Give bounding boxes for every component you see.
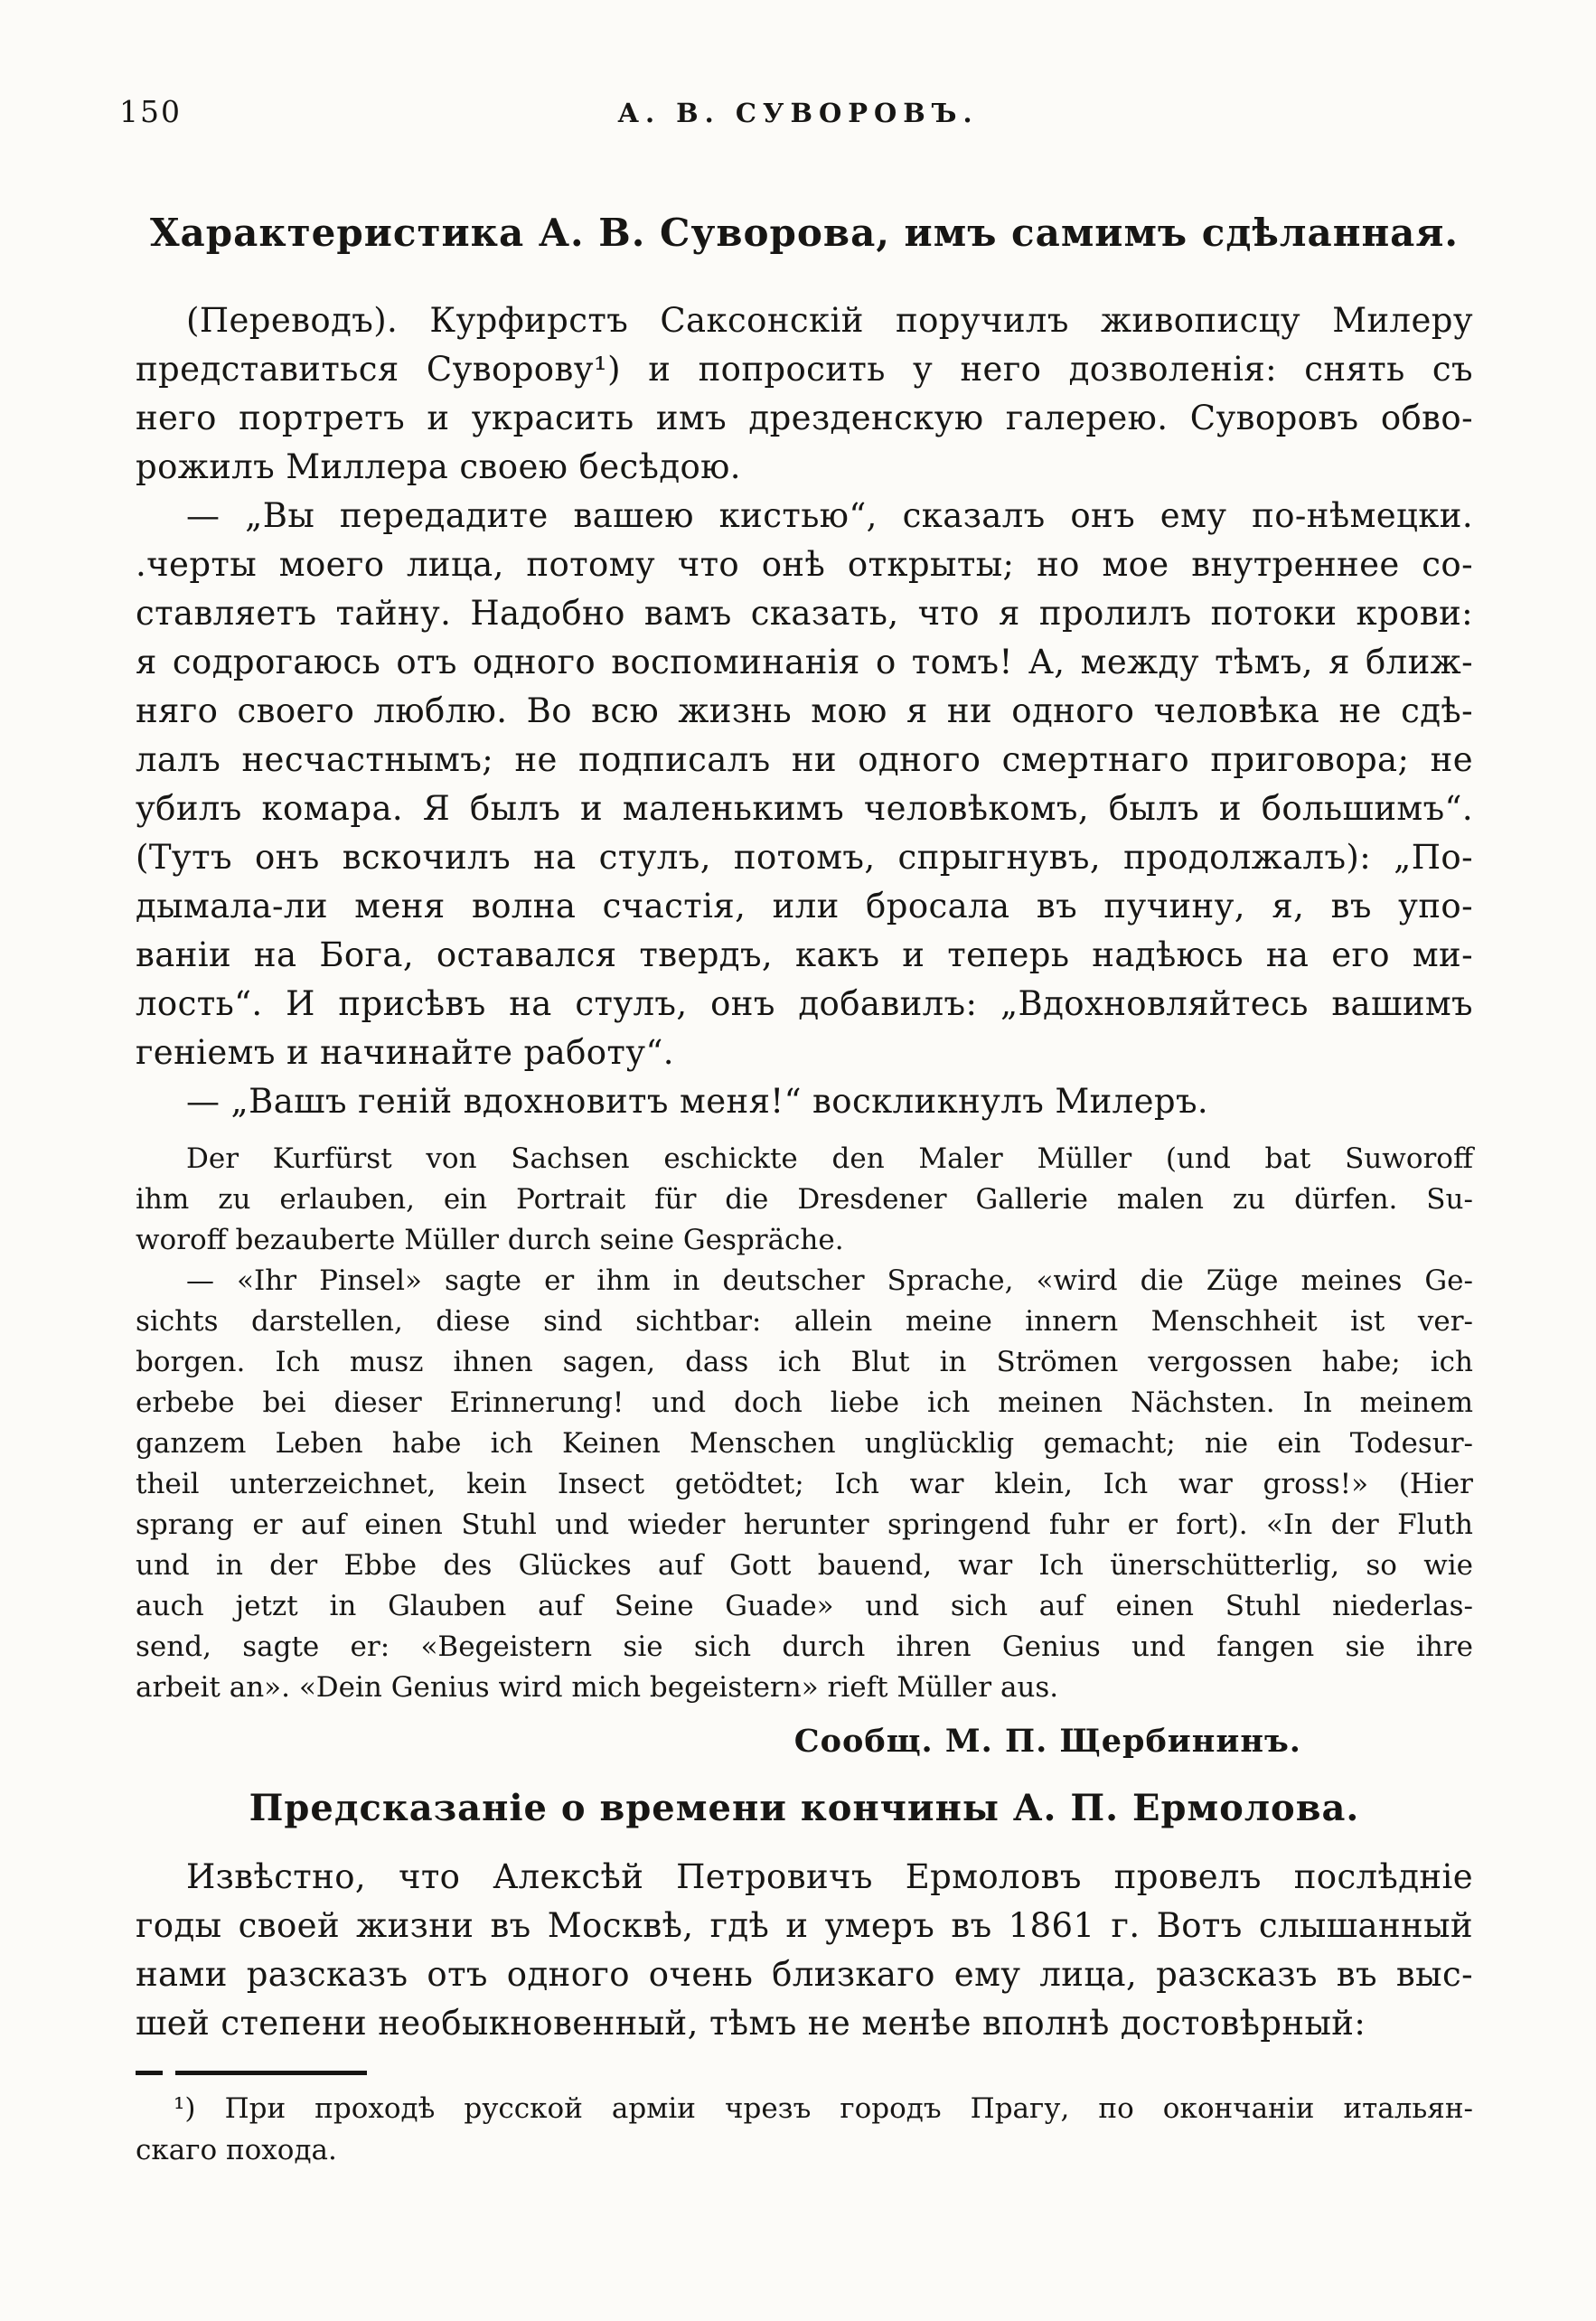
text-line: ihm zu erlauben, ein Portrait für die Dresdener Gallerie malen zu dürfen. Su-: [136, 1183, 1473, 1216]
text-line: — „Вашъ геній вдохновитъ меня!“ воскликнулъ Милеръ.: [186, 1082, 1209, 1121]
text-line: borgen. Ich musz ihnen sagen, dass ich Blut in Strömen vergossen habe; ich: [136, 1346, 1473, 1378]
text-line: лость“. И присѣвъ на стулъ, онъ добавилъ: „Вдохновляйтесь вашимъ: [136, 984, 1473, 1023]
text-line: шей степени необыкновенный, тѣмъ не менѣе вполнѣ достовѣрный:: [136, 2004, 1366, 2043]
text-line: няго своего люблю. Во всю жизнь мою я ни одного человѣка не сдѣ-: [136, 691, 1473, 730]
text-line: рожилъ Миллера своею бесѣдою.: [136, 447, 741, 486]
text-line: — „Вы передадите вашею кистью“, сказалъ онъ ему по-нѣмецки.: [186, 496, 1473, 535]
text-line: (Тутъ онъ вскочилъ на стулъ, потомъ, спрыгнувъ, продолжалъ): „По-: [136, 838, 1473, 877]
german-paragraph-1: [136, 1139, 1473, 1261]
contributor-signature: Сообщ. М. П. Щербининъ.: [793, 1723, 1301, 1760]
text-line: sichts darstellen, diese sind sichtbar: allein meine innern Menschheit ist ver-: [136, 1305, 1473, 1338]
text-line: геніемъ и начинайте работу“.: [136, 1033, 674, 1072]
text-line: скаго похода.: [136, 2134, 337, 2166]
text-block: [136, 0, 1473, 2171]
footnote-separator: [136, 2070, 1473, 2075]
text-line: woroff bezauberte Müller durch seine Gespräche.: [136, 1224, 844, 1256]
text-line: und in der Ebbe des Glückes auf Gott bauend, war Ich ünerschütterlig, so wie: [136, 1549, 1473, 1582]
paragraph-miller-exclaim: [136, 1077, 1473, 1126]
text-line: представиться Суворову¹) и попросить у него дозволенія: снять съ: [136, 350, 1473, 389]
text-line: Der Kurfürst von Sachsen eschickte den Maler Müller (und bat Suworoff: [186, 1142, 1473, 1175]
text-line: лалъ несчастнымъ; не подписалъ ни одного смертнаго приговора; не: [136, 740, 1473, 779]
text-line: send, sagte er: «Begeistern sie sich durch ihren Genius und fangen sie ihre: [136, 1630, 1473, 1663]
text-line: theil unterzeichnet, kein Insect getödtet; Ich war klein, Ich war gross!» (Hier: [136, 1468, 1473, 1500]
text-line: годы своей жизни въ Москвѣ, гдѣ и умеръ въ 1861 г. Вотъ слышанный: [136, 1906, 1473, 1945]
text-line: auch jetzt in Glauben auf Seine Guade» und sich auf einen Stuhl niederlas-: [136, 1590, 1473, 1622]
footnote-separator-dash: [136, 2071, 163, 2075]
text-line: — «Ihr Pinsel» sagte er ihm in deutscher Sprache, «wird die Züge meines Ge-: [186, 1264, 1473, 1297]
page-number: 150: [119, 94, 182, 129]
text-line: нами разсказъ отъ одного очень близкаго ему лица, разсказъ въ выс-: [136, 1955, 1473, 1994]
paragraph-ermolov: [136, 1853, 1473, 2048]
text-line: (Переводъ). Курфирстъ Саксонскій поручилъ живописцу Милеру: [186, 301, 1473, 340]
footnote-separator-rule: [175, 2071, 367, 2075]
german-paragraph-2: [136, 1261, 1473, 1708]
text-line: sprang er auf einen Stuhl und wieder herunter springend fuhr er fort). «In der Fluth: [136, 1508, 1473, 1541]
article2-title: Предсказаніе о времени кончины А. П. Ермолова.: [249, 1787, 1360, 1829]
text-line: дымала-ли меня волна счастія, или бросала въ пучину, я, въ упо-: [136, 887, 1473, 926]
text-line: ваніи на Бога, оставался твердъ, какъ и теперь надѣюсь на его ми-: [136, 935, 1473, 974]
text-line: ставляетъ тайну. Надобно вамъ сказать, что я пролилъ потоки крови:: [136, 594, 1473, 633]
paragraph-suvorov-quote: [136, 492, 1473, 1077]
running-title: А. В. СУВОРОВЪ.: [617, 98, 979, 128]
footnote: [136, 2088, 1473, 2171]
text-line: arbeit an». «Dein Genius wird mich begeistern» rieft Müller aus.: [136, 1671, 1059, 1704]
paragraph-intro: [136, 296, 1473, 492]
text-line: .черты моего лица, потому что онѣ открыты; но мое внутреннее со-: [136, 545, 1473, 584]
text-line: убилъ комара. Я былъ и маленькимъ человѣкомъ, былъ и большимъ“.: [136, 789, 1473, 828]
text-line: него портретъ и украсить имъ дрезденскую галерею. Суворовъ обво-: [136, 399, 1473, 437]
text-line: Извѣстно, что Алексѣй Петровичъ Ермоловъ провелъ послѣдніе: [186, 1857, 1473, 1896]
article1-title: Характеристика А. В. Суворова, имъ самимъ сдѣланная.: [149, 211, 1460, 255]
text-line: erbebe bei dieser Erinnerung! und doch liebe ich meinen Nächsten. In meinem: [136, 1386, 1473, 1419]
text-line: ganzem Leben habe ich Keinen Menschen unglücklig gemacht; nie ein Todesur-: [136, 1427, 1473, 1460]
text-line: ¹) При проходѣ русской арміи чрезъ городъ Прагу, по окончаніи итальян-: [174, 2092, 1473, 2125]
text-line: я содрогаюсь отъ одного воспоминанія о томъ! А, между тѣмъ, я ближ-: [136, 643, 1473, 681]
